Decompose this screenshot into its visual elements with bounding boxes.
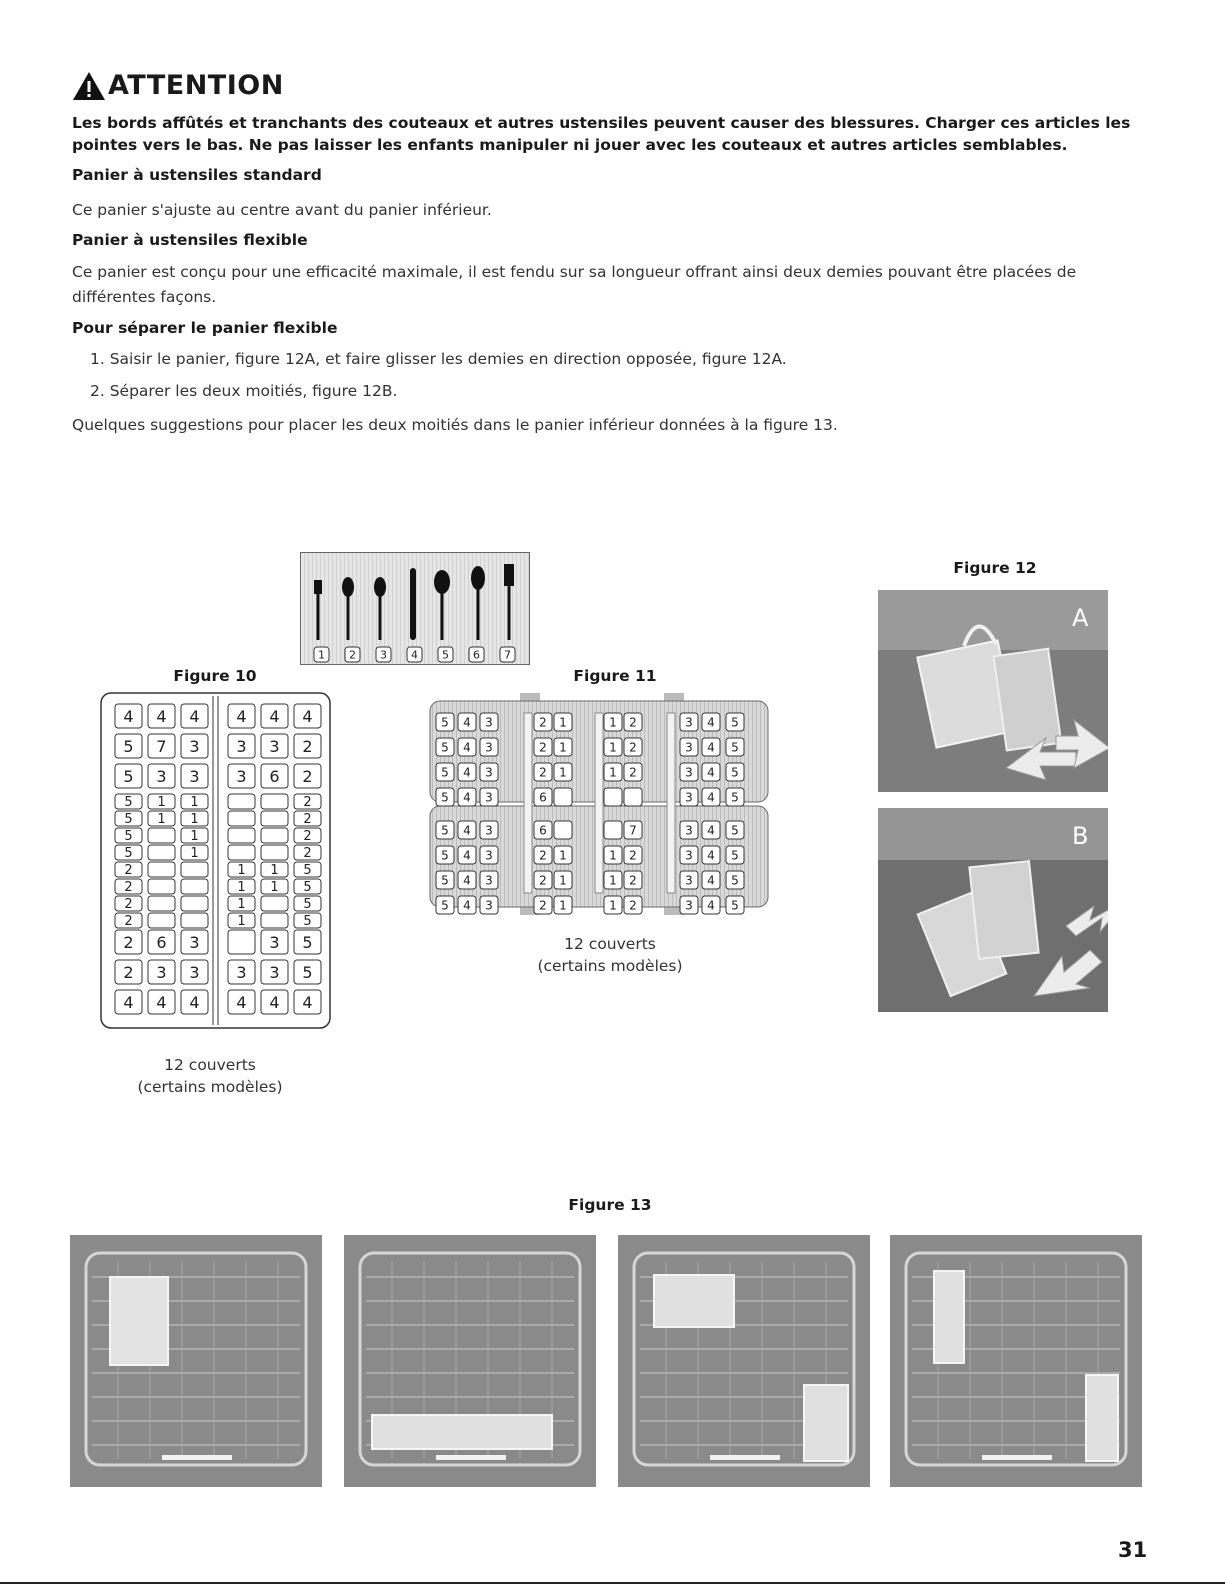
fig11-r4c1-number: 4 [463,823,471,838]
legend-slot-4-number: 4 [411,648,418,662]
fig11-r2c1-number: 4 [463,765,471,780]
fig10-right-r8c0-number: 1 [237,880,246,896]
fig11-r4c0-number: 5 [441,823,449,838]
fig11-r6c11-number: 4 [707,873,715,888]
fig10-left-r4c2-number: 1 [190,812,199,828]
fig11-r5c2-number: 3 [485,848,493,863]
fig10-left-r2c1-number: 3 [156,766,167,786]
figure-13-photo-1 [70,1235,322,1487]
fig10-left-r3c2-number: 1 [190,795,199,811]
fig10-left-r1c1-number: 7 [156,736,167,756]
fig10-right-r5c0-box [228,828,255,843]
fig10-left-r2c2-number: 3 [189,766,200,786]
flexible-basket-heading: Panier à ustensiles flexible [72,231,308,249]
fig11-r2c0-number: 5 [441,765,449,780]
fig10-right-r2c2-number: 2 [302,766,313,786]
fig11-r5c5-number: 1 [559,848,567,863]
fig11-r6c8-number: 2 [629,873,637,888]
fig11-r0c8-number: 2 [629,715,637,730]
fig10-left-r8c0-number: 2 [124,880,133,896]
fig11-r6c10-number: 3 [685,873,693,888]
figure-12-caption: Figure 12 [953,559,1037,577]
standard-basket-heading: Panier à ustensiles standard [72,166,322,184]
fig10-left-r9c2-box [181,896,208,911]
warning-text: Les bords affûtés et tranchants des couteaux et autres ustensiles peuvent causer des blessures. Charger ces articles les pointes vers le bas. Ne pas laisser les enfants manipuler ni jouer avec les couteaux et autres articles semblables. [72,114,1131,154]
figure-12b-photo [878,808,1108,1012]
rack-handle-3 [710,1455,780,1460]
fig11-r4c4-number: 6 [539,823,547,838]
fig10-left-r13c0-number: 4 [123,992,134,1012]
fig10-left-r0c0-number: 4 [123,706,134,726]
figure-13-photo-2 [344,1235,596,1487]
fig11-r0c4-number: 2 [539,715,547,730]
fig11-divider-center [595,713,603,893]
fig10-left-r11c0-number: 2 [123,932,134,952]
figure-13-caption: Figure 13 [568,1196,652,1214]
figure-10-diagram [100,692,332,1030]
fig11-r7c10-number: 3 [685,898,693,913]
fig11-divider-left [524,713,532,893]
fig11-r2c2-number: 3 [485,765,493,780]
fig11-r0c2-number: 3 [485,715,493,730]
fig10-right-r1c2-number: 2 [302,736,313,756]
fig11-r0c10-number: 3 [685,715,693,730]
fig10-left-r3c0-number: 5 [124,795,133,811]
fig11-r3c10-number: 3 [685,790,693,805]
fig11-r2c5-number: 1 [559,765,567,780]
fig11-r4c8-number: 7 [629,823,637,838]
rack-handle-4 [982,1455,1052,1460]
fig10-left-r11c2-number: 3 [189,932,200,952]
fig11-r6c0-number: 5 [441,873,449,888]
fig10-left-r8c2-box [181,879,208,894]
fig10-right-r6c0-box [228,845,255,860]
fig11-r7c7-number: 1 [609,898,617,913]
fig11-r3c0-number: 5 [441,790,449,805]
fig11-r0c5-number: 1 [559,715,567,730]
fig10-left-r12c2-number: 3 [189,962,200,982]
fig10-left-r8c1-box [148,879,175,894]
fig10-right-r4c1-box [261,811,288,826]
legend-slot-3-number: 3 [380,648,387,662]
fig11-r7c8-number: 2 [629,898,637,913]
fig11-r4c10-number: 3 [685,823,693,838]
fig10-right-r12c1-number: 3 [269,962,280,982]
figure-11-caption: Figure 11 [573,667,657,685]
fig11-r6c4-number: 2 [539,873,547,888]
fig10-right-r3c1-box [261,794,288,809]
rack-handle-2 [436,1455,506,1460]
fig10-right-r2c1-number: 6 [269,766,280,786]
fig11-r1c7-number: 1 [609,740,617,755]
legend-slot-6-number: 6 [473,648,480,662]
fig10-left-r12c0-number: 2 [123,962,134,982]
fig10-left-r6c1-box [148,845,175,860]
fig10-right-r13c0-number: 4 [236,992,247,1012]
suggestions-text: Quelques suggestions pour placer les deux moitiés dans le panier inférieur données à la figure 13. [72,416,838,434]
fig11-r3c5-box [554,788,572,806]
fig10-left-r9c0-number: 2 [124,897,133,913]
fig10-left-r5c0-number: 5 [124,829,133,845]
fig10-right-r10c1-box [261,913,288,928]
fig11-r5c0-number: 5 [441,848,449,863]
legend-slot-2-number: 2 [349,648,356,662]
fig11-r5c10-number: 3 [685,848,693,863]
fig10-left-r5c1-box [148,828,175,843]
fig11-r0c7-number: 1 [609,715,617,730]
figure-12-label-b: B [1072,822,1089,850]
fig10-right-r3c0-box [228,794,255,809]
fig11-r1c1-number: 4 [463,740,471,755]
figure-13-photo-3 [618,1235,870,1487]
fig10-right-r7c1-number: 1 [270,863,279,879]
fig10-right-r12c2-number: 5 [302,962,313,982]
fig11-r4c2-number: 3 [485,823,493,838]
fig10-right-r4c0-box [228,811,255,826]
warning-heading [72,70,284,101]
fig10-right-r5c1-box [261,828,288,843]
fig11-r5c12-number: 5 [731,848,739,863]
fig10-left-r10c0-number: 2 [124,914,133,930]
fig11-r4c12-number: 5 [731,823,739,838]
fig10-left-r13c2-number: 4 [189,992,200,1012]
fig10-right-r5c2-number: 2 [303,829,312,845]
fig10-left-r2c0-number: 5 [123,766,134,786]
fig10-right-r0c1-number: 4 [269,706,280,726]
fig11-r3c7-box [604,788,622,806]
fig11-r1c11-number: 4 [707,740,715,755]
fig10-right-r6c2-number: 2 [303,846,312,862]
fig11-r6c1-number: 4 [463,873,471,888]
fig11-r2c12-number: 5 [731,765,739,780]
fig10-left-r0c1-number: 4 [156,706,167,726]
figure-11-diagram [424,693,774,915]
fig10-right-r10c2-number: 5 [303,914,312,930]
fig11-r1c12-number: 5 [731,740,739,755]
fig10-right-r6c1-box [261,845,288,860]
fig11-r0c1-number: 4 [463,715,471,730]
fig11-r3c8-box [624,788,642,806]
warning-title: ATTENTION [108,70,284,101]
figure-11-note-1: 12 couverts [564,935,656,953]
fig10-right-r13c1-number: 4 [269,992,280,1012]
fig10-left-r10c2-box [181,913,208,928]
fig11-r2c10-number: 3 [685,765,693,780]
fig11-r6c5-number: 1 [559,873,567,888]
fig10-left-r7c1-box [148,862,175,877]
fig11-r7c0-number: 5 [441,898,449,913]
fig11-divider-right [667,713,675,893]
fig10-left-r5c2-number: 1 [190,829,199,845]
fig11-r4c5-box [554,821,572,839]
fig11-r3c11-number: 4 [707,790,715,805]
separate-basket-heading: Pour séparer le panier flexible [72,319,338,337]
fig11-r5c4-number: 2 [539,848,547,863]
fig10-left-r13c1-number: 4 [156,992,167,1012]
fig10-left-r9c1-box [148,896,175,911]
fig10-right-r0c0-number: 4 [236,706,247,726]
flexible-basket-text: Ce panier est conçu pour une efficacité maximale, il est fendu sur sa longueur offrant ainsi deux demies pouvant être placées de différentes façons. [72,263,1077,306]
warning-triangle-icon [72,71,106,101]
fig11-r7c11-number: 4 [707,898,715,913]
figure-12-label-a: A [1072,604,1089,632]
fig11-r3c12-number: 5 [731,790,739,805]
standard-basket-text: Ce panier s'ajuste au centre avant du panier inférieur. [72,201,492,219]
fig11-r6c7-number: 1 [609,873,617,888]
knife-icon [410,568,416,640]
fig10-left-r4c1-number: 1 [157,812,166,828]
fig10-left-r0c2-number: 4 [189,706,200,726]
fig10-left-r12c1-number: 3 [156,962,167,982]
fig10-right-r2c0-number: 3 [236,766,247,786]
fig10-left-r7c2-box [181,862,208,877]
figure-11-note-2: (certains modèles) [537,957,683,975]
rack-handle-1 [162,1455,232,1460]
fig10-left-r3c1-number: 1 [157,795,166,811]
figure-10-note-1: 12 couverts [164,1056,256,1074]
figure-13-photo-4 [890,1235,1142,1487]
fig11-r3c1-number: 4 [463,790,471,805]
figure-10-caption: Figure 10 [173,667,257,685]
fig11-r2c4-number: 2 [539,765,547,780]
fig10-left-r6c0-number: 5 [124,846,133,862]
fig10-right-r11c0-box [228,930,255,954]
fig11-r7c2-number: 3 [485,898,493,913]
fig10-right-r0c2-number: 4 [302,706,313,726]
fig11-r1c5-number: 1 [559,740,567,755]
fig10-right-r8c2-number: 5 [303,880,312,896]
legend-slot-1-number: 1 [318,648,325,662]
fig11-r0c12-number: 5 [731,715,739,730]
figure-12a-photo [878,590,1108,792]
fig11-r2c7-number: 1 [609,765,617,780]
fig10-left-r10c1-box [148,913,175,928]
fig11-r7c4-number: 2 [539,898,547,913]
fig10-right-r1c1-number: 3 [269,736,280,756]
fig10-left-r1c0-number: 5 [123,736,134,756]
bottom-rule [0,1582,1225,1584]
fig10-right-r11c1-number: 3 [269,932,280,952]
fig10-right-r4c2-number: 2 [303,812,312,828]
fig11-r7c1-number: 4 [463,898,471,913]
fig11-r5c7-number: 1 [609,848,617,863]
fig10-left-r4c0-number: 5 [124,812,133,828]
fig11-r0c11-number: 4 [707,715,715,730]
page-number: 31 [1118,1538,1148,1562]
fig11-r5c11-number: 4 [707,848,715,863]
fig11-r2c8-number: 2 [629,765,637,780]
fig11-r5c8-number: 2 [629,848,637,863]
fig11-r2c11-number: 4 [707,765,715,780]
legend-slot-5-number: 5 [442,648,449,662]
fig11-r1c10-number: 3 [685,740,693,755]
step-1: 1. Saisir le panier, figure 12A, et faire glisser les demies en direction opposée, figure 12A. [90,350,787,368]
fig11-r3c4-number: 6 [539,790,547,805]
fig10-right-r11c2-number: 5 [302,932,313,952]
fig10-left-r7c0-number: 2 [124,863,133,879]
fig10-right-r9c0-number: 1 [237,897,246,913]
fig10-right-r7c0-number: 1 [237,863,246,879]
fig10-right-r7c2-number: 5 [303,863,312,879]
fig11-r3c2-number: 3 [485,790,493,805]
step-2: 2. Séparer les deux moitiés, figure 12B. [90,382,398,400]
fig10-left-r11c1-number: 6 [156,932,167,952]
utensil-legend [300,552,530,665]
fig10-right-r12c0-number: 3 [236,962,247,982]
fig11-r4c11-number: 4 [707,823,715,838]
fig10-right-r9c2-number: 5 [303,897,312,913]
fig11-r1c2-number: 3 [485,740,493,755]
fig11-r6c12-number: 5 [731,873,739,888]
fig11-r0c0-number: 5 [441,715,449,730]
fig10-right-r9c1-box [261,896,288,911]
fig10-right-r8c1-number: 1 [270,880,279,896]
fig11-r1c4-number: 2 [539,740,547,755]
fig11-r4c7-box [604,821,622,839]
fig10-right-r1c0-number: 3 [236,736,247,756]
fig10-right-r3c2-number: 2 [303,795,312,811]
fig10-left-r6c2-number: 1 [190,846,199,862]
legend-slot-7-number: 7 [504,648,511,662]
fig11-r7c12-number: 5 [731,898,739,913]
fig10-left-r1c2-number: 3 [189,736,200,756]
fig11-r6c2-number: 3 [485,873,493,888]
figure-10-note-2: (certains modèles) [137,1078,283,1096]
fig10-right-r13c2-number: 4 [302,992,313,1012]
fig10-right-r10c0-number: 1 [237,914,246,930]
fig11-r5c1-number: 4 [463,848,471,863]
fig11-r1c0-number: 5 [441,740,449,755]
fig11-r7c5-number: 1 [559,898,567,913]
fig11-r1c8-number: 2 [629,740,637,755]
